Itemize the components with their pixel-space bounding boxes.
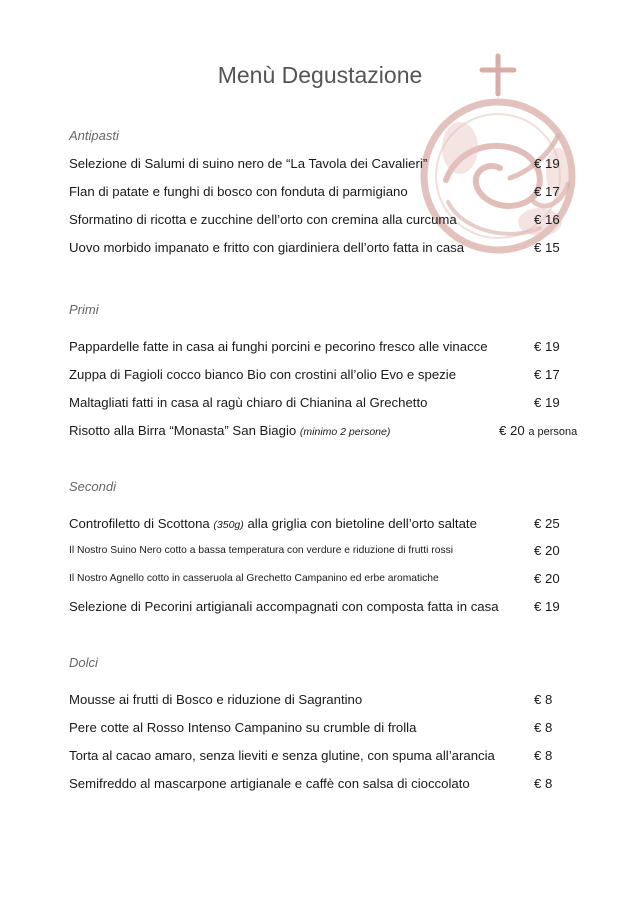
item-name: Pappardelle fatte in casa ai funghi porcini e pecorino fresco alle vinacce [69, 339, 488, 354]
item-price: € 19 [534, 599, 560, 614]
menu-item [69, 776, 569, 796]
item-name [69, 516, 477, 531]
item-name: Torta al cacao amaro, senza lieviti e senza glutine, con spuma all’arancia [69, 748, 495, 763]
menu-item [69, 240, 569, 260]
item-price: € 19 [534, 339, 560, 354]
item-price: € 15 [534, 240, 560, 255]
menu-item [69, 212, 569, 232]
item-note: (350g) [213, 519, 244, 531]
item-name: Mousse ai frutti di Bosco e riduzione di Sagrantino [69, 692, 363, 707]
item-name: Flan di patate e funghi di bosco con fonduta di parmigiano [69, 184, 408, 199]
item-price-unit: a persona [528, 426, 578, 438]
menu-item [69, 573, 569, 593]
item-name: Selezione di Salumi di suino nero de “La Tavola dei Cavalieri” [69, 156, 428, 171]
section-title-antipasti: Antipasti [69, 128, 119, 143]
item-price-value: € 20 [499, 423, 525, 438]
item-price: € 20 [534, 543, 560, 558]
menu-item [69, 720, 569, 740]
item-price [499, 423, 577, 438]
item-note: (minimo 2 persone) [299, 426, 391, 438]
menu-item [69, 156, 569, 176]
menu-item [69, 339, 569, 359]
menu-item [69, 367, 569, 387]
menu-item [69, 184, 569, 204]
item-name-text-after: alla griglia con bietoline dell’orto saltate [247, 516, 477, 531]
item-name: Selezione di Pecorini artigianali accompagnati con composta fatta in casa [69, 599, 499, 614]
menu-item [69, 423, 578, 443]
item-price: € 8 [534, 748, 553, 763]
page-title: Menù Degustazione [217, 62, 423, 88]
item-name-text: Controfiletto di Scottona [69, 516, 210, 531]
item-price: € 17 [534, 367, 560, 382]
item-name: Il Nostro Agnello cotto in casseruola al Grechetto Campanino ed erbe aromatiche [69, 573, 439, 584]
item-name: Zuppa di Fagioli cocco bianco Bio con crostini all’olio Evo e spezie [69, 367, 457, 382]
menu-item [69, 748, 569, 768]
menu-item [69, 692, 569, 712]
item-name: Pere cotte al Rosso Intenso Campanino su crumble di frolla [69, 720, 417, 735]
item-name [69, 423, 390, 438]
item-price: € 8 [534, 720, 553, 735]
item-price: € 17 [534, 184, 560, 199]
menu-item [69, 395, 569, 415]
item-name: Semifreddo al mascarpone artigianale e caffè con salsa di cioccolato [69, 776, 470, 791]
item-price: € 20 [534, 571, 560, 586]
item-name: Sformatino di ricotta e zucchine dell’orto con cremina alla curcuma [69, 212, 457, 227]
item-price: € 25 [534, 516, 560, 531]
section-title-primi: Primi [69, 302, 99, 317]
menu-item [69, 516, 569, 536]
section-title-secondi: Secondi [69, 479, 116, 494]
menu-item [69, 545, 569, 565]
item-price: € 19 [534, 156, 560, 171]
item-price: € 8 [534, 692, 553, 707]
menu-item [69, 599, 569, 619]
item-price: € 8 [534, 776, 553, 791]
item-price: € 19 [534, 395, 560, 410]
item-name: Il Nostro Suino Nero cotto a bassa temperatura con verdure e riduzione di frutti rossi [69, 545, 454, 556]
item-name-text: Risotto alla Birra “Monasta” San Biagio [69, 423, 297, 438]
item-price: € 16 [534, 212, 560, 227]
section-title-dolci: Dolci [69, 655, 98, 670]
item-name: Maltagliati fatti in casa al ragù chiaro di Chianina al Grechetto [69, 395, 428, 410]
item-name: Uovo morbido impanato e fritto con giardiniera dell’orto fatta in casa [69, 240, 465, 255]
